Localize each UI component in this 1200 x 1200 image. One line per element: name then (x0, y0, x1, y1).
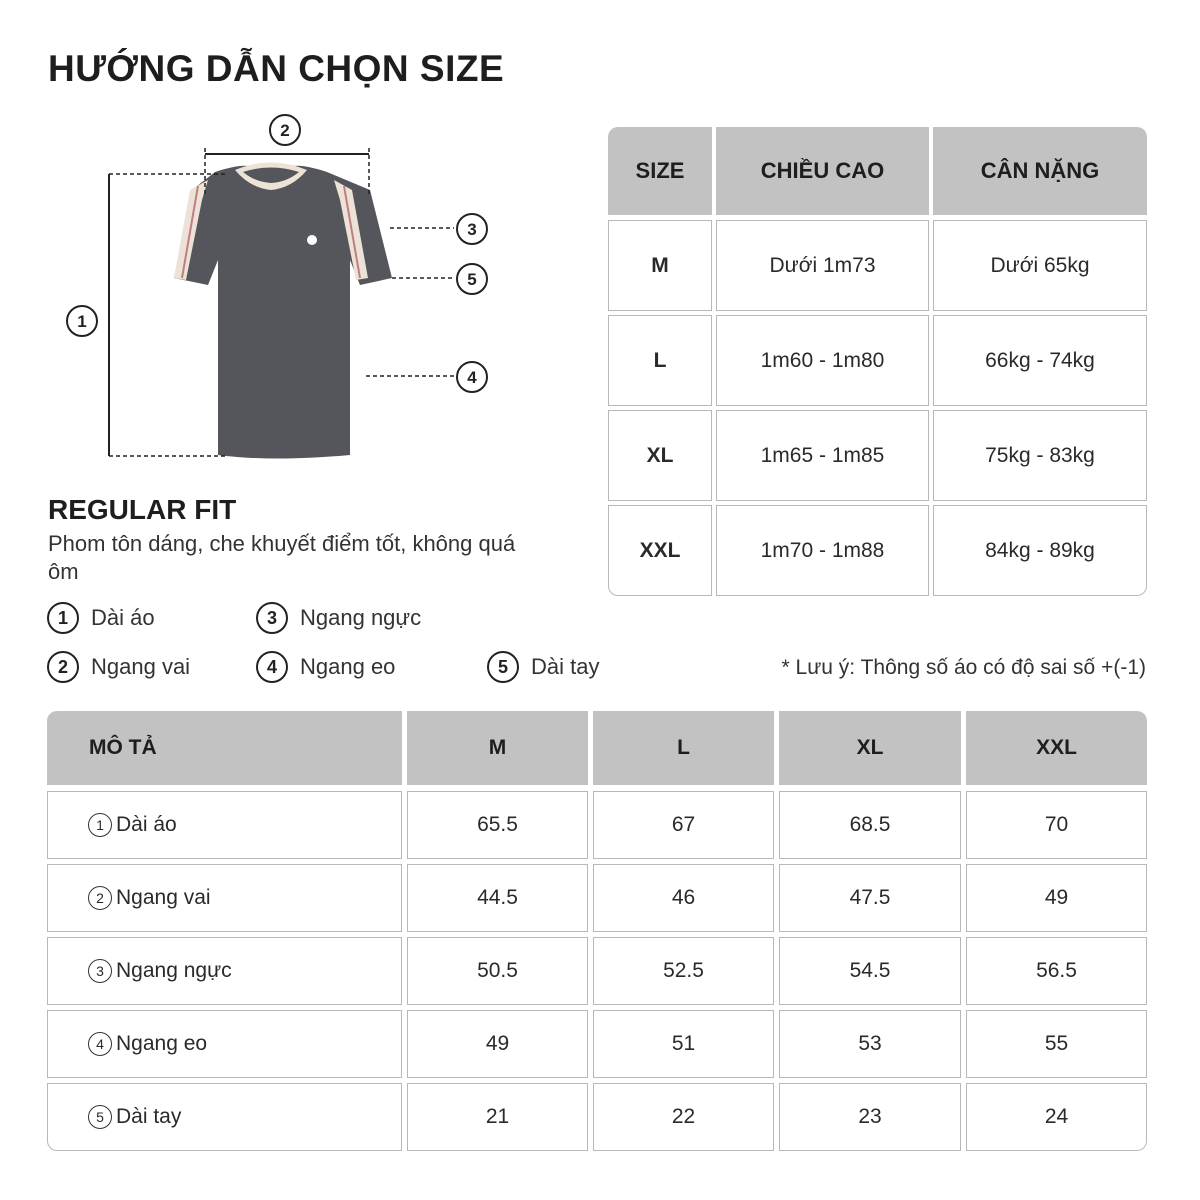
weight-cell: 84kg - 89kg (933, 505, 1147, 596)
measure-value-cell: 49 (407, 1010, 588, 1078)
measure-value-cell: 65.5 (407, 791, 588, 859)
measure-value-cell: 51 (593, 1010, 774, 1078)
measure-value-cell: 70 (966, 791, 1147, 859)
row-number: 3 (88, 959, 112, 983)
size-cell: XXL (608, 505, 712, 596)
fit-description: Phom tôn dáng, che khuyết điểm tốt, không quá ôm (48, 531, 516, 584)
measure-value-cell: 50.5 (407, 937, 588, 1005)
measure-value-cell: 52.5 (593, 937, 774, 1005)
height-cell: 1m70 - 1m88 (716, 505, 929, 596)
size-cell: XL (608, 410, 712, 501)
measure-value-cell: 47.5 (779, 864, 961, 932)
row-number: 2 (88, 886, 112, 910)
legend-label: Ngang vai (91, 654, 191, 679)
measure-value-cell: 46 (593, 864, 774, 932)
legend-number: 5 (487, 651, 519, 683)
tshirt-icon (174, 163, 392, 459)
row-label: Dài tay (116, 1105, 182, 1128)
measure-value-cell: 53 (779, 1010, 961, 1078)
marker-3: 3 (467, 220, 477, 239)
legend-item (256, 651, 395, 683)
row-number: 1 (88, 813, 112, 837)
measure-value-cell: 49 (966, 864, 1147, 932)
measure-table-header: M (407, 711, 588, 785)
size-table-header: CHIỀU CAO (716, 127, 929, 215)
page-title: HƯỚNG DẪN CHỌN SIZE (48, 48, 505, 89)
measure-value-cell: 55 (966, 1010, 1147, 1078)
weight-cell: Dưới 65kg (933, 220, 1147, 311)
legend-number: 4 (256, 651, 288, 683)
size-cell: M (608, 220, 712, 311)
row-label: Ngang eo (116, 1032, 208, 1055)
legend-item (256, 602, 421, 634)
measure-table-header: MÔ TẢ (47, 711, 402, 785)
measure-value-cell: 44.5 (407, 864, 588, 932)
weight-cell: 75kg - 83kg (933, 410, 1147, 501)
measure-value-cell: 68.5 (779, 791, 961, 859)
marker-2: 2 (280, 121, 290, 140)
marker-5: 5 (467, 270, 477, 289)
measure-value-cell: 67 (593, 791, 774, 859)
row-number: 4 (88, 1032, 112, 1056)
size-table-header: CÂN NẶNG (933, 127, 1147, 215)
measure-table-header: XL (779, 711, 961, 785)
row-label: Dài áo (116, 813, 177, 836)
shirt-diagram (40, 110, 500, 480)
legend-number: 3 (256, 602, 288, 634)
measure-value-cell: 22 (593, 1083, 774, 1151)
height-cell: 1m65 - 1m85 (716, 410, 929, 501)
legend-label: Ngang eo (300, 654, 396, 679)
legend-label: Dài áo (91, 605, 155, 630)
measure-value-cell: 21 (407, 1083, 588, 1151)
weight-cell: 66kg - 74kg (933, 315, 1147, 406)
measure-table-header: L (593, 711, 774, 785)
height-cell: 1m60 - 1m80 (716, 315, 929, 406)
marker-4: 4 (467, 368, 477, 387)
measure-label-cell (47, 937, 402, 1005)
row-label: Ngang ngực (116, 959, 232, 982)
size-cell: L (608, 315, 712, 406)
measure-label-cell (47, 864, 402, 932)
fit-title: REGULAR FIT (48, 494, 237, 525)
legend-number: 1 (47, 602, 79, 634)
tolerance-note: * Lưu ý: Thông số áo có độ sai số +(-1) (781, 656, 1146, 679)
row-label: Ngang vai (116, 886, 211, 909)
legend-label: Dài tay (531, 654, 600, 679)
measure-label-cell (47, 1083, 402, 1151)
height-cell: Dưới 1m73 (716, 220, 929, 311)
measure-value-cell: 23 (779, 1083, 961, 1151)
legend-number: 2 (47, 651, 79, 683)
legend-item (487, 651, 599, 683)
legend-label: Ngang ngực (300, 605, 422, 630)
measure-value-cell: 24 (966, 1083, 1147, 1151)
measure-table-header: XXL (966, 711, 1147, 785)
measure-value-cell: 54.5 (779, 937, 961, 1005)
row-number: 5 (88, 1105, 112, 1129)
marker-1: 1 (77, 312, 87, 331)
measure-label-cell (47, 1010, 402, 1078)
measure-label-cell (47, 791, 402, 859)
measure-value-cell: 56.5 (966, 937, 1147, 1005)
legend-item (47, 651, 190, 683)
legend-item (47, 602, 155, 634)
size-table-header: SIZE (608, 127, 712, 215)
